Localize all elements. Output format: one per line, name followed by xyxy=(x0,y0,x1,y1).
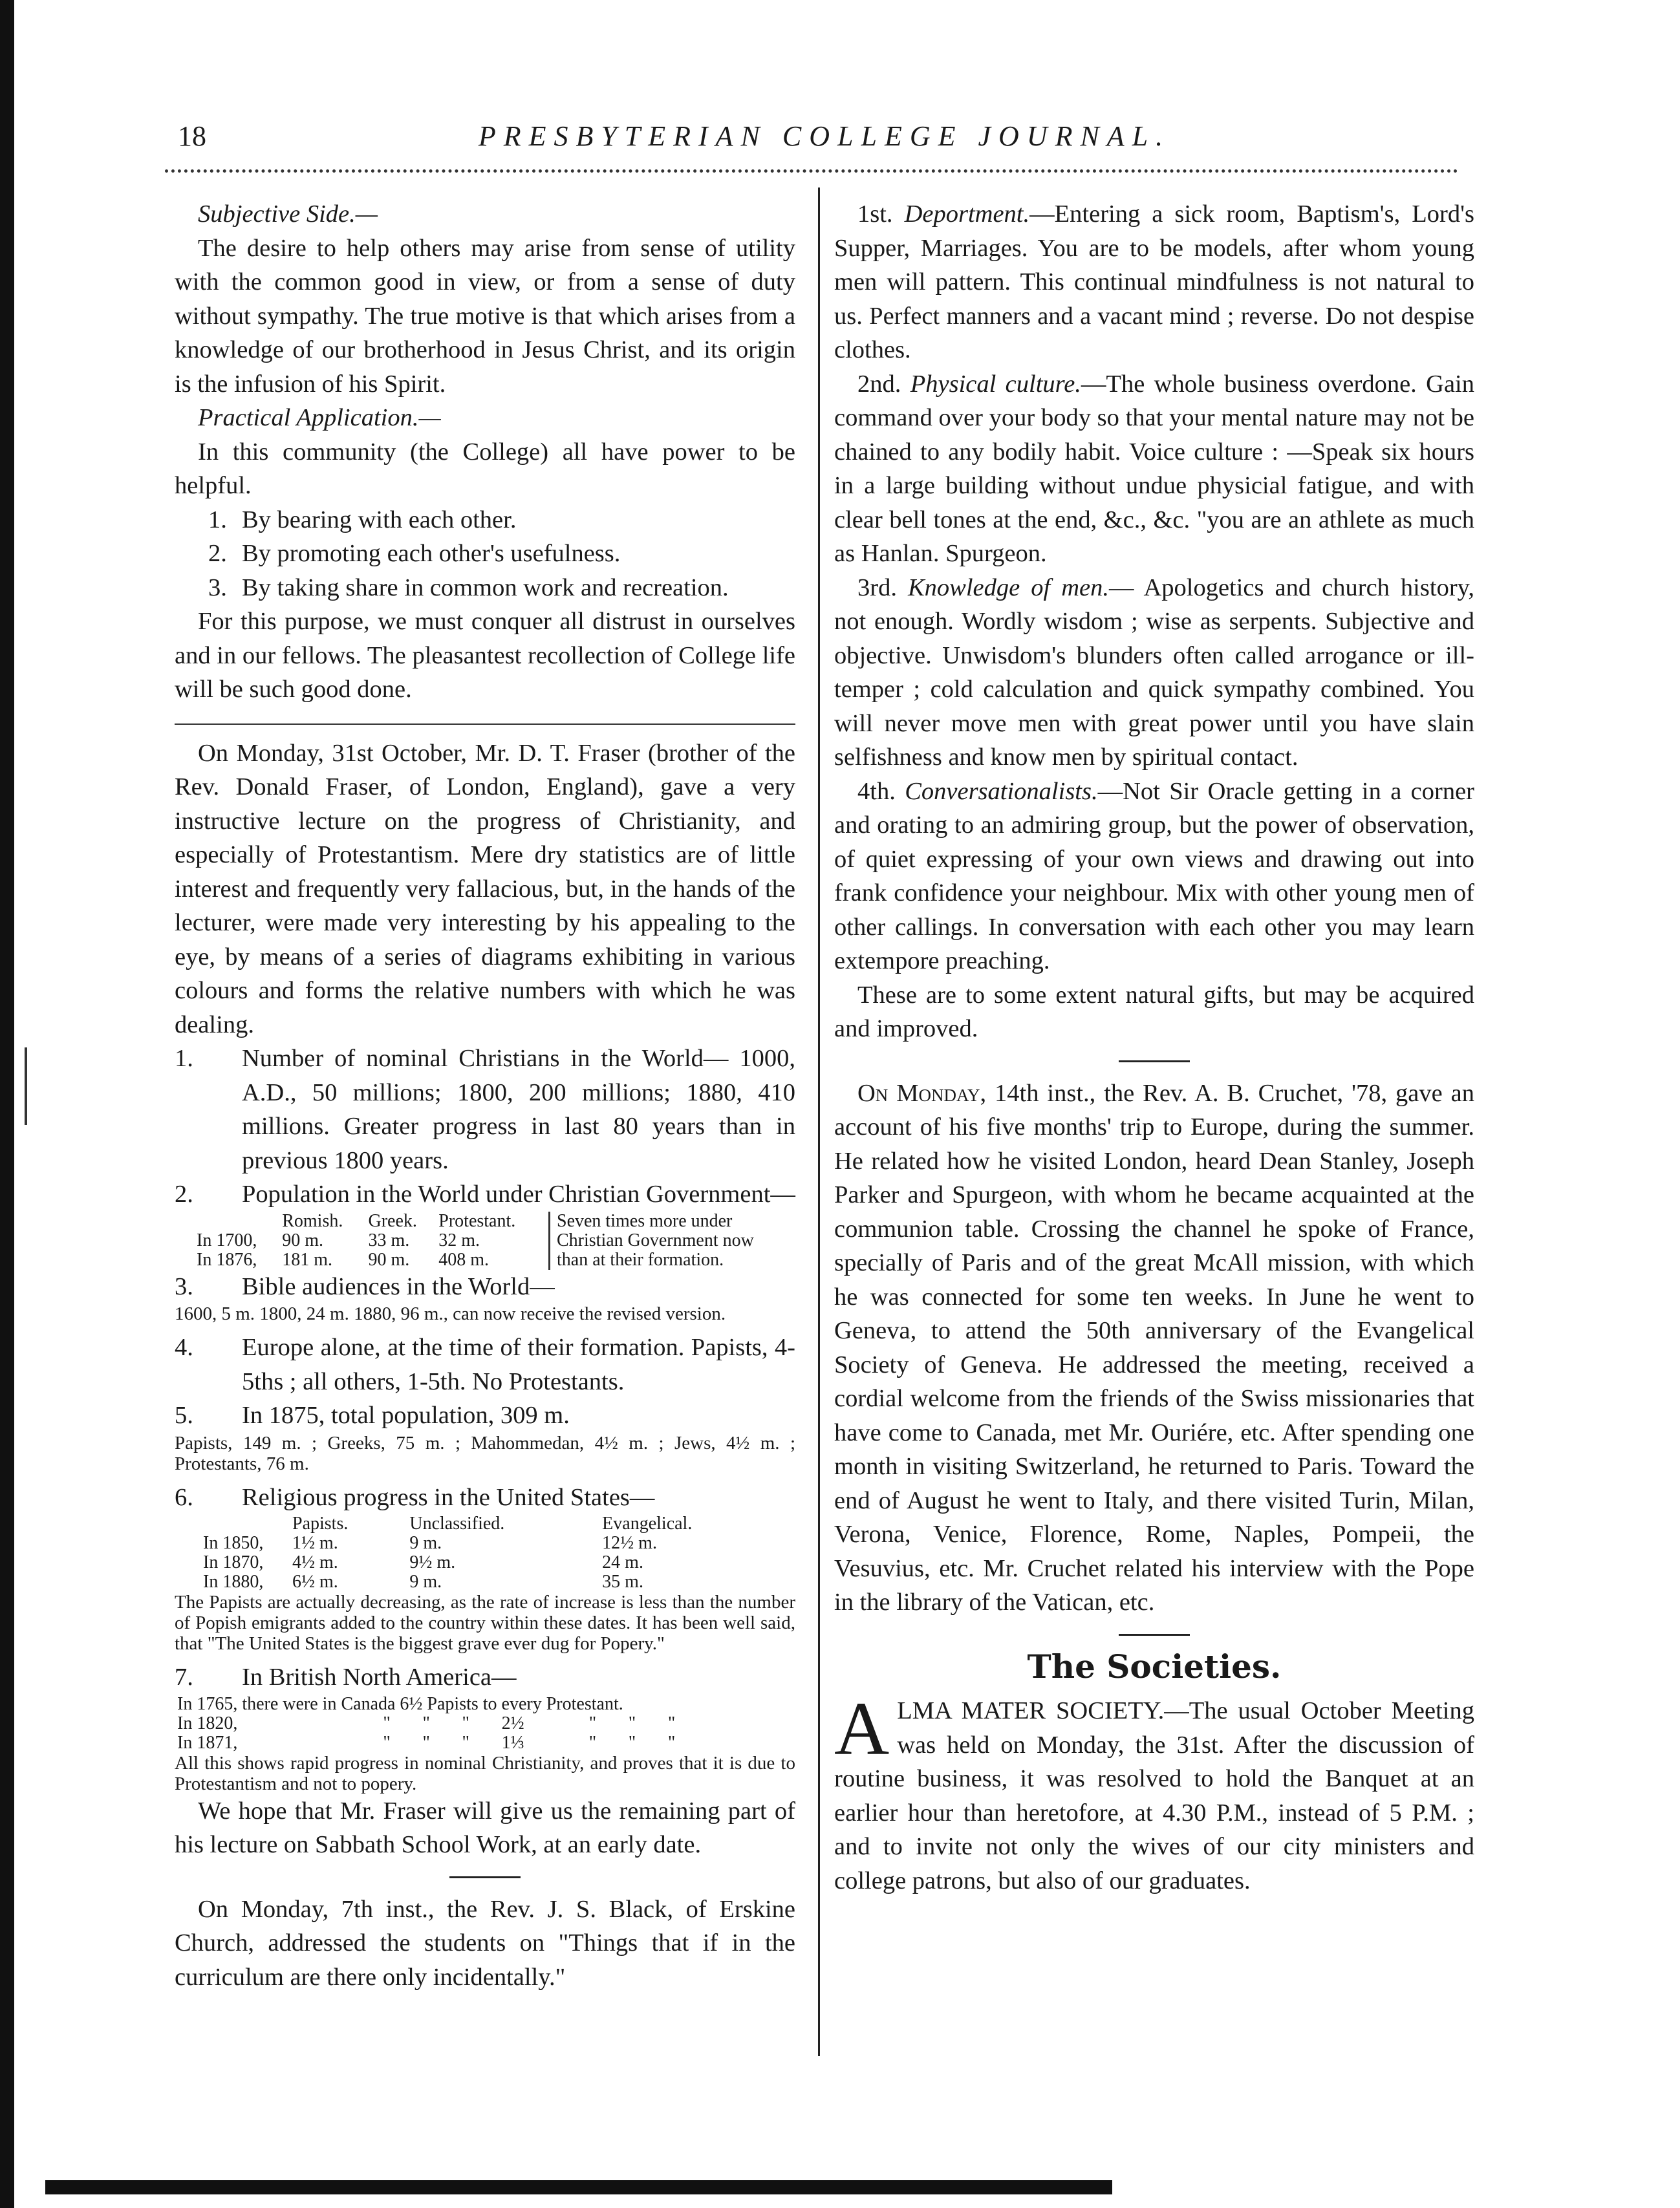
stat-item-7-note: All this shows rapid progress in nominal Christianity, and proves that it is due to Protestantism and not to popery. xyxy=(175,1752,795,1794)
fraser-intro: On Monday, 31st October, Mr. D. T. Fraser (brother of the Rev. Donald Fraser, of London, England), gave a very instructive lecture on the progress of Christianity, and especially of Protestantism. Mere dry statistics are of little interest and frequently very fallacious, but, in the hands of the lecturer, were made very interesting by his appealing to the eye, by means of a series of diagrams exhibiting in various colours and forms the relative numbers with which he was dealing. xyxy=(175,739,795,1038)
table-row: In 1765, there were in Canada 6½ Papists to every Protestant. xyxy=(177,1693,623,1714)
section-separator xyxy=(1119,1060,1190,1062)
stat-item-3: 3. Bible audiences in the World— xyxy=(175,1272,555,1300)
alma-mater-paragraph: ALMA MATER SOCIETY.—The usual October Meeting was held on Monday, the 31st. After the discussion of routine business, it was resolved to hold the Banquet at an earlier hour than heretofore, at 4.30 P.M., instead of 5 P.M. ; and to invite not only the wives of our city ministers and college patrons, but also of our graduates. xyxy=(834,1686,1474,1894)
column-rule xyxy=(818,188,820,2056)
deportment-paragraph: 1st. Deportment.—Entering a sick room, Baptism's, Lord's Supper, Marriages. You are to be models, after whom young men will pattern. This continual mindfulness is not natural to us. Perfect manners and a vacant mind ; reverse. Do not despise clothes. xyxy=(834,200,1474,363)
section-separator xyxy=(449,1876,521,1878)
running-title: PRESBYTERIAN COLLEGE JOURNAL. xyxy=(478,120,1171,152)
table-header: Romish. xyxy=(282,1210,343,1231)
practical-item-1: 1. By bearing with each other. xyxy=(208,506,517,533)
stat-item-1: 1. Number of nominal Christians in the World— 1000, A.D., 50 millions; 1800, 200 millions; 1880, 410 millions. Greater progress in last 80 years than in previous 1800 years. xyxy=(175,1045,795,1174)
table-row: In 1700, 90 m. 33 m. 32 m. xyxy=(197,1230,480,1250)
cruchet-paragraph: On Monday, 14th inst., the Rev. A. B. Cruchet, '78, gave an account of his five months' trip to Europe, during the summer. He related how he visited London, heard Dean Stanley, Joseph Parker and Spurgeon, with whom he became acquainted at the communion table. Crossing the channel he spoke of France, specially of Paris and of the great McAll mission, with which he was connected for some ten weeks. In June he went to Geneva, to attend the 50th anniversary of the Evangelical Society of Geneva. He addressed the meeting, received a cordial welcome from the friends of the Swiss missionaries that have come to Canada, met Mr. Ouriére, etc. After spending one month in visiting Switzerland, he returned to Paris. Toward the end of August he went to Italy, and there visited Turin, Milan, Verona, Venice, Florence, Rome, Naples, Pompeii, the Vesuvius, etc. Mr. Cruchet related his interview with the Pope in the library of the Vatican, etc. xyxy=(834,1079,1474,1616)
gifts-paragraph: These are to some extent natural gifts, but may be acquired and improved. xyxy=(834,981,1474,1042)
header-rule xyxy=(165,169,1458,173)
stat-item-6-note: The Papists are actually decreasing, as the rate of increase is less than the number of Popish emigrants added to the country within these dates. It has been well said, that "The United States is the biggest grave ever dug for Popery." xyxy=(175,1592,795,1654)
table-row: In 1820, " " " 2½ " " " xyxy=(177,1713,676,1733)
stat-item-6: 6. Religious progress in the United States— xyxy=(175,1483,655,1511)
section-separator xyxy=(175,723,795,725)
stat-item-7: 7. In British North America— xyxy=(175,1664,517,1691)
table-british-north-america xyxy=(175,1695,705,1753)
table-row: In 1870, 4½ m. 9½ m. 24 m. xyxy=(203,1552,643,1572)
table-header: Greek. xyxy=(368,1210,417,1231)
table-us-progress xyxy=(200,1514,782,1592)
right-column xyxy=(834,197,1474,1898)
table-row: In 1871, " " " 1⅓ " " " xyxy=(177,1732,676,1753)
stat-item-5: 5. In 1875, total population, 309 m. xyxy=(175,1402,570,1429)
fraser-close: We hope that Mr. Fraser will give us the remaining part of his lecture on Sabbath School Work, at an early date. xyxy=(175,1797,795,1858)
table-row: In 1880, 6½ m. 9 m. 35 m. xyxy=(203,1572,643,1592)
table-header: Unclassified. xyxy=(409,1514,505,1534)
section-separator xyxy=(1119,1634,1190,1636)
societies-title: The Societies. xyxy=(1027,1647,1282,1686)
knowledge-paragraph: 3rd. Knowledge of men.— Apologetics and church history, not enough. Wordly wisdom ; wise as serpents. Subjective and objective. Unwisdom's blunders often called arrogance or ill-temper ; cold calculation and quick sympathy combined. You will never move men with great power until you have slain selfishness and know men by spiritual contact. xyxy=(834,573,1475,771)
table-header: Papists. xyxy=(292,1514,349,1534)
binding-edge xyxy=(0,0,14,2208)
binding-mark xyxy=(25,1047,27,1125)
table-note: Seven times more under Christian Government now than at their formation. xyxy=(548,1212,754,1270)
practical-item-3: 3. By taking share in common work and recreation. xyxy=(208,573,729,601)
practical-item-2: 2. By promoting each other's usefulness. xyxy=(208,540,621,567)
physical-culture-paragraph: 2nd. Physical culture.—The whole business overdone. Gain command over your body so that your mental nature may not be chained to any bodily habit. Voice culture : —Speak six hours in a large building without undue physicial fatigue, and with clear bell tones at the end, &c., &c. "you are an athlete as much as Hanlan. Spurgeon. xyxy=(834,370,1474,567)
stat-item-3-detail: 1600, 5 m. 1800, 24 m. 1880, 96 m., can now receive the revised version. xyxy=(175,1303,726,1324)
table-christian-government xyxy=(194,1212,795,1270)
table-header: Protestant. xyxy=(438,1210,516,1231)
practical-heading: Practical Application.— xyxy=(198,404,441,431)
left-column xyxy=(175,197,795,1994)
stat-item-4: 4. Europe alone, at the time of their formation. Papists, 4-5ths ; all others, 1-5th. No Protestants. xyxy=(175,1334,795,1395)
table-row: In 1850, 1½ m. 9 m. 12½ m. xyxy=(203,1533,657,1553)
bottom-binding-bar xyxy=(45,2180,1112,2194)
black-text: On Monday, 7th inst., the Rev. J. S. Black, of Erskine Church, addressed the students on "Things that if in the curriculum are there only incidentally." xyxy=(175,1895,795,1991)
stat-item-5-detail: Papists, 149 m. ; Greeks, 75 m. ; Mahommedan, 4½ m. ; Jews, 4½ m. ; Protestants, 76 m. xyxy=(175,1432,795,1474)
page-header xyxy=(165,120,1484,165)
page-number: 18 xyxy=(178,120,206,152)
subjective-heading: Subjective Side.— xyxy=(198,200,378,228)
practical-close: For this purpose, we must conquer all distrust in ourselves and in our fellows. The pleasantest recollection of College life will be such good done. xyxy=(175,608,795,703)
stat-item-2: 2. Population in the World under Christian Government— xyxy=(175,1181,795,1208)
table-header: Evangelical. xyxy=(602,1514,693,1534)
table-row: In 1876, 181 m. 90 m. 408 m. xyxy=(197,1249,490,1270)
subjective-text: The desire to help others may arise from sense of utility with the common good in view, or from a sense of duty without sympathy. The true motive is that which arises from a knowledge of our brotherhood in Jesus Christ, and its origin is the infusion of his Spirit. xyxy=(175,234,795,398)
practical-text: In this community (the College) all have power to be helpful. xyxy=(175,438,795,499)
drop-cap: A xyxy=(834,1686,890,1771)
conversationalists-paragraph: 4th. Conversationalists.—Not Sir Oracle getting in a corner and orating to an admiring group, but the power of observation, of quiet expressing of your own views and drawing out into frank confidence your neighbour. Mix with other young men of other callings. In conversation with each other you may learn extempore preaching. xyxy=(834,777,1475,974)
